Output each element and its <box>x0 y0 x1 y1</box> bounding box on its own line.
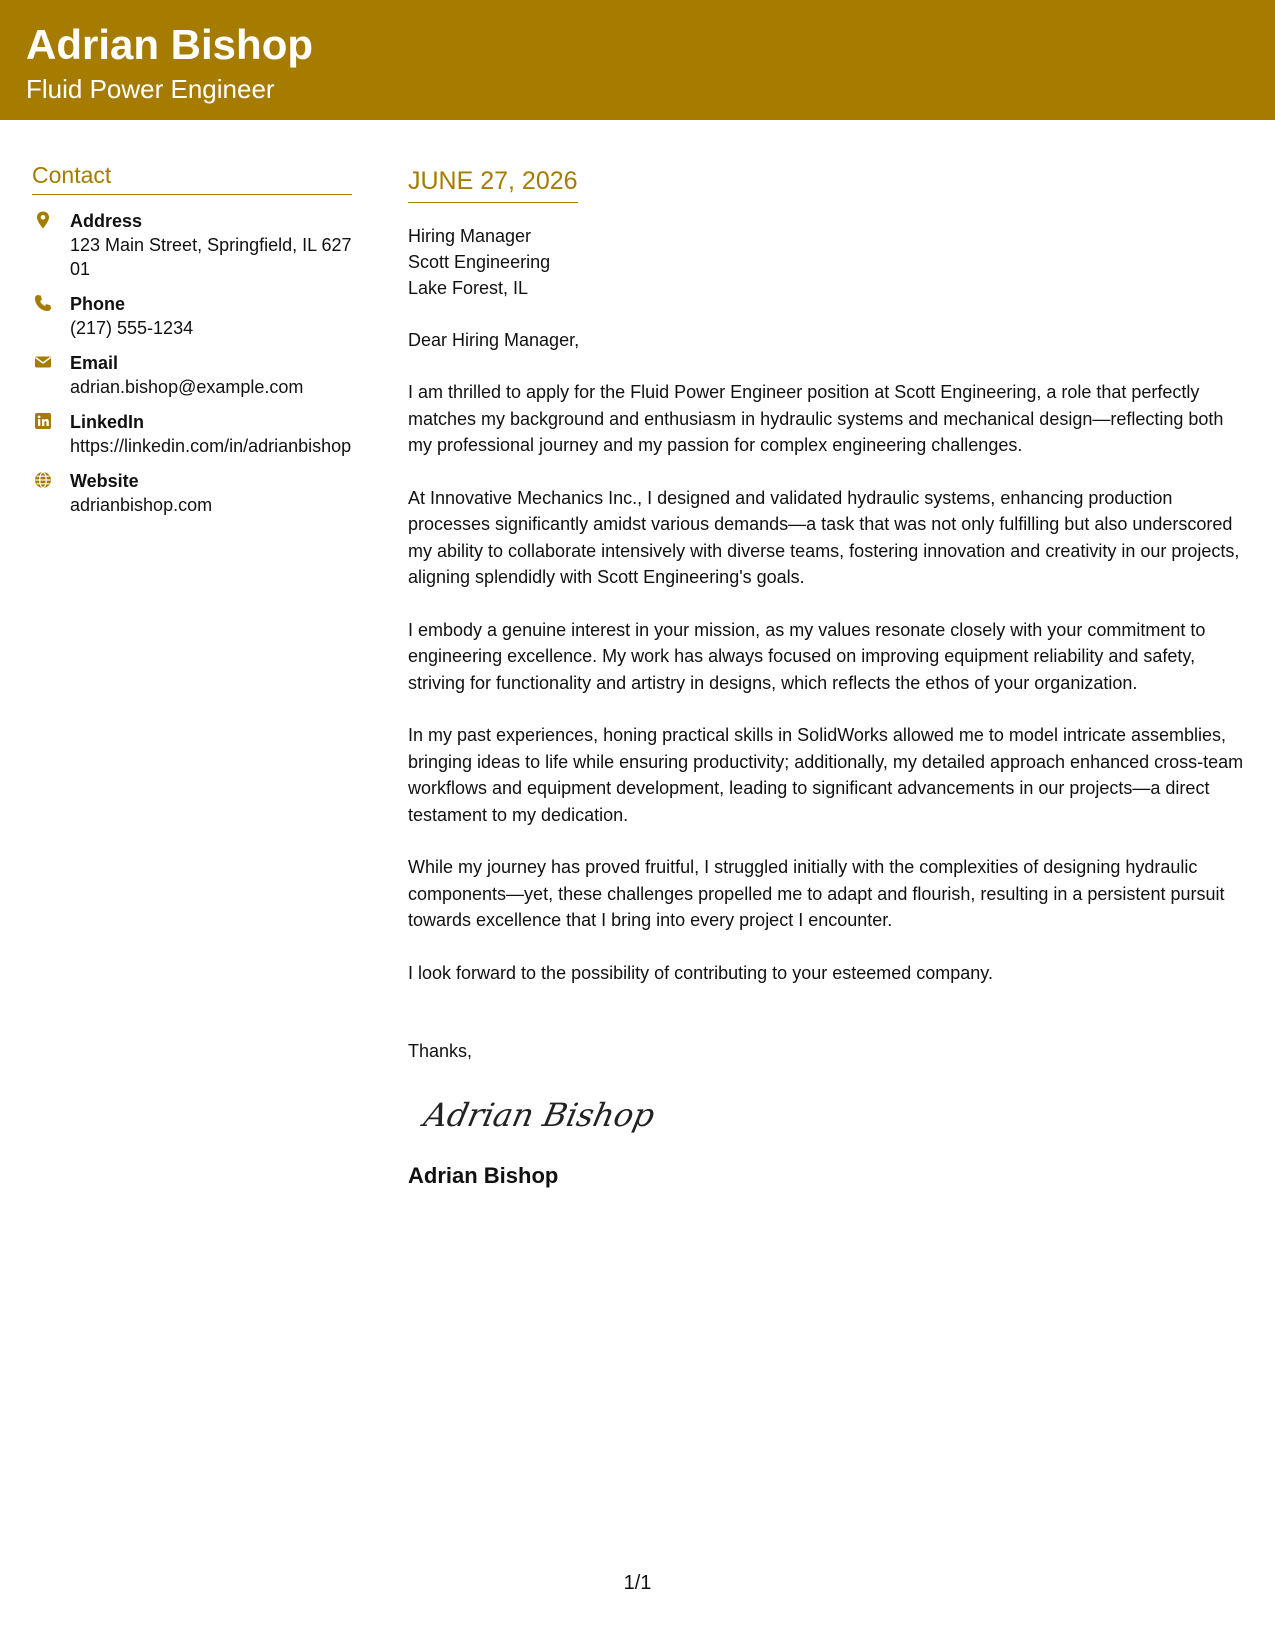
letter-paragraph: While my journey has proved fruitful, I struggled initially with the complexities of designing hydraulic components—yet, these challenges propelled me to adapt and flourish, resulting in a persistent pursuit towards excellence that I bring into every project I encounter. <box>408 857 1225 930</box>
job-title: Fluid Power Engineer <box>26 74 275 104</box>
letter-body <box>408 166 1248 1190</box>
letter-paragraph: At Innovative Mechanics Inc., I designed and validated hydraulic systems, enhancing production processes significantly amidst various demands—a task that was not only fulfilling but also underscored my ability to collaborate intensively with diverse teams, fostering innovation and creativity in our projects, aligning splendidly with Scott Engineering's goals. <box>408 487 1240 587</box>
envelope-icon <box>34 353 52 371</box>
contact-item-email <box>32 351 352 399</box>
contact-item-linkedin <box>32 410 352 458</box>
contact-list <box>32 209 352 517</box>
contact-label: LinkedIn <box>70 411 145 432</box>
contact-item-phone <box>32 292 352 340</box>
phone-icon <box>34 294 52 312</box>
phone-value: (217) 555-1234 <box>70 317 194 338</box>
contact-sidebar <box>32 162 352 528</box>
handwritten-signature <box>420 1090 660 1140</box>
letter-paragraph: I look forward to the possibility of contributing to your esteemed company. <box>408 962 993 983</box>
linkedin-value: https://linkedin.com/in/adrianbishop <box>70 435 352 456</box>
svg-text:Adrian Bishop: Adrian Bishop <box>420 1096 659 1134</box>
recipient-line: Hiring Manager <box>408 226 532 246</box>
contact-item-address <box>32 209 352 281</box>
closing: Thanks, <box>408 1041 473 1061</box>
recipient-line: Scott Engineering <box>408 252 551 272</box>
letter-date: JUNE 27, 2026 <box>408 166 578 203</box>
contact-heading: Contact <box>32 162 352 195</box>
signer-name: Adrian Bishop <box>408 1163 559 1188</box>
page-number: 1/1 <box>623 1572 652 1594</box>
globe-icon <box>34 471 52 489</box>
contact-item-website <box>32 469 352 517</box>
applicant-name: Adrian Bishop <box>26 21 314 68</box>
letter-paragraph: I embody a genuine interest in your mission, as my values resonate closely with your commitment to engineering excellence. My work has always focused on improving equipment reliability and safety, striving for functionality and artistry in designs, which reflects the ethos of your organization. <box>408 619 1206 693</box>
greeting: Dear Hiring Manager, <box>408 330 580 350</box>
address-value: 123 Main Street, Springfield, IL 62701 <box>70 234 352 279</box>
recipient-block <box>408 223 1248 301</box>
letter-paragraph: In my past experiences, honing practical skills in SolidWorks allowed me to model intricate assemblies, bringing ideas to life while ensuring productivity; additionally, my detailed approach enhanced cross-team workflows and equipment development, leading to significant advancements in our projects—a direct testament to my dedication. <box>408 725 1244 825</box>
email-value: adrian.bishop@example.com <box>70 376 304 397</box>
header-banner <box>0 0 1275 120</box>
contact-label: Email <box>70 352 119 373</box>
map-pin-icon <box>34 211 52 229</box>
contact-label: Phone <box>70 293 126 314</box>
linkedin-icon <box>34 412 52 430</box>
contact-label: Website <box>70 470 139 491</box>
recipient-line: Lake Forest, IL <box>408 278 529 298</box>
website-value: adrianbishop.com <box>70 494 213 515</box>
letter-paragraph: I am thrilled to apply for the Fluid Power Engineer position at Scott Engineering, a role that perfectly matches my background and enthusiasm in hydraulic systems and mechanical design—reflecting both my professional journey and my passion for complex engineering challenges. <box>408 382 1224 455</box>
contact-label: Address <box>70 210 143 231</box>
